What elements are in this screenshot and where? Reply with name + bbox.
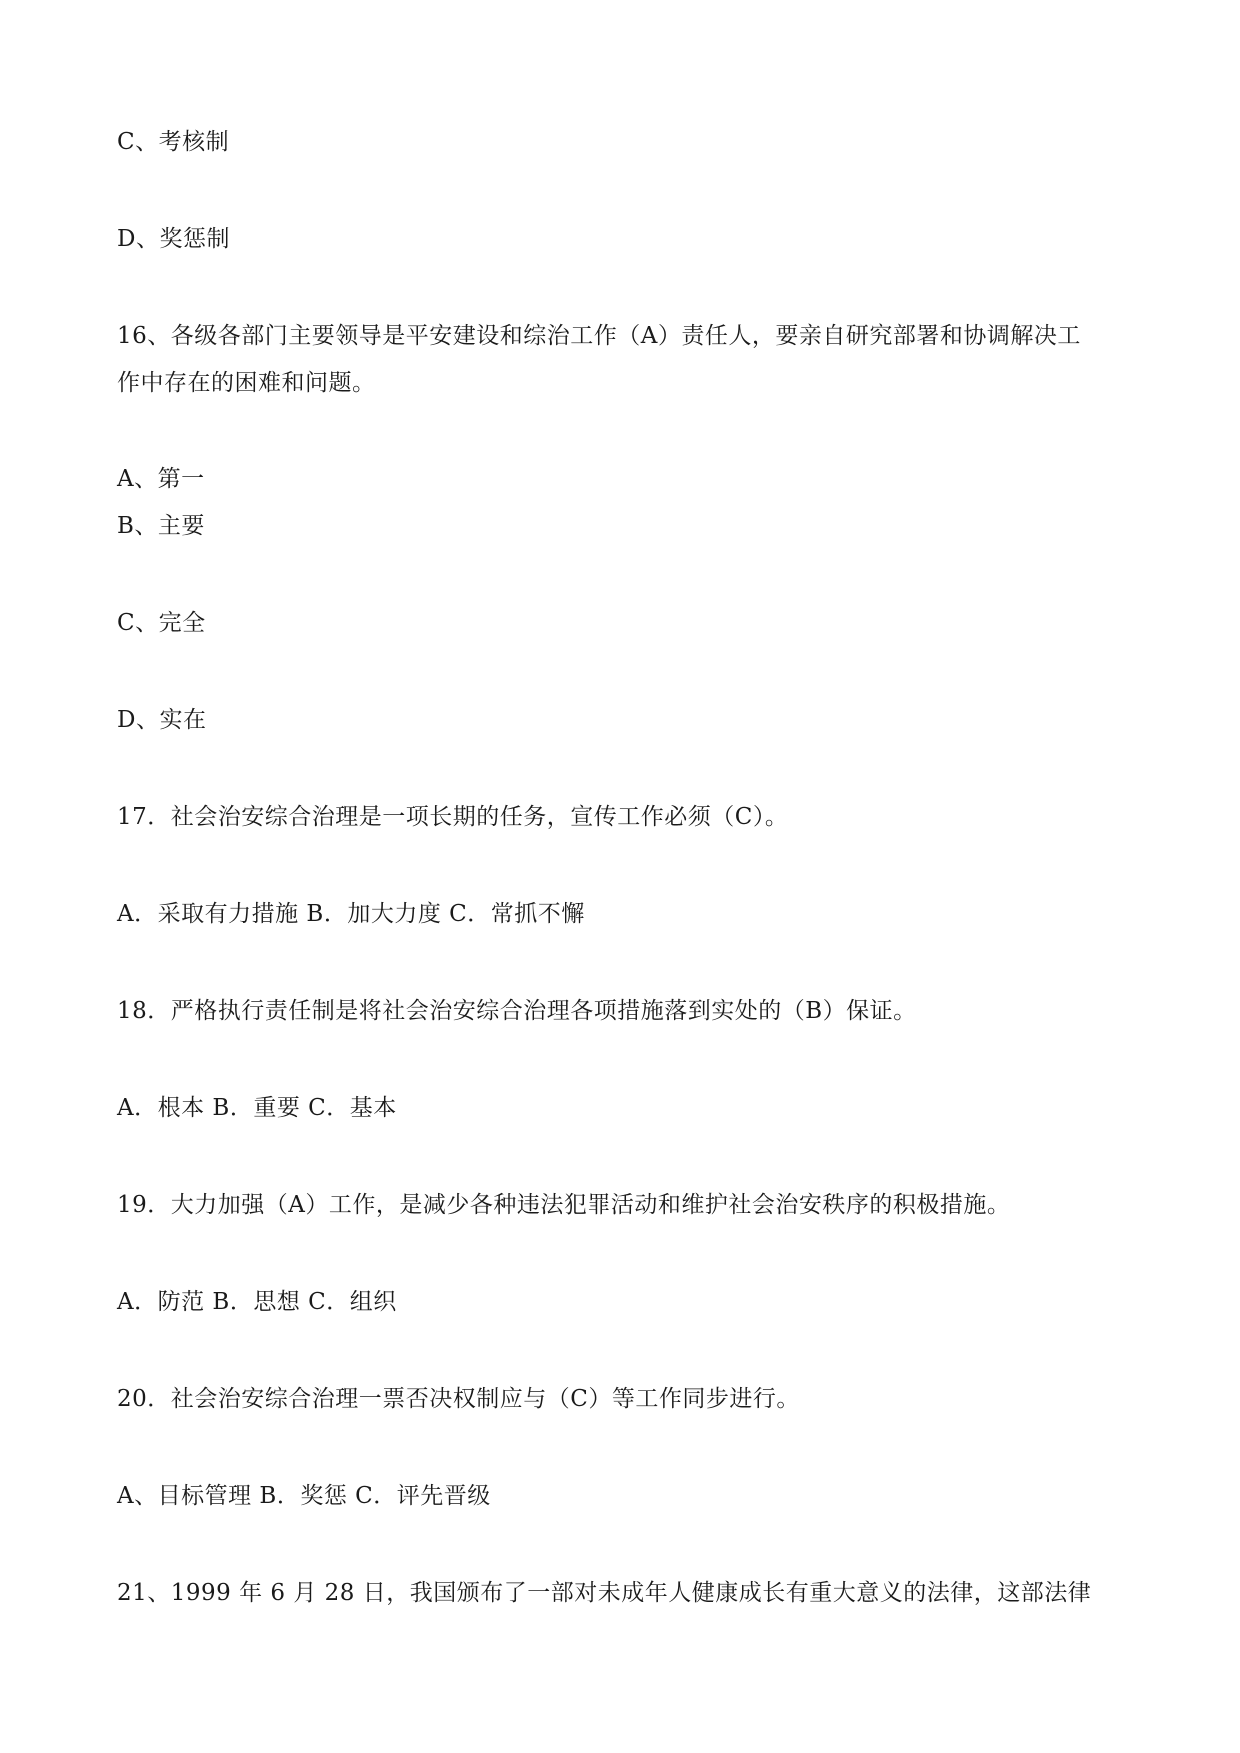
line-q16-stem-2: 作中存在的困难和问题。	[117, 370, 376, 396]
line-q16-option-a: A、第一	[117, 466, 205, 492]
line-q20-stem: 20．社会治安综合治理一票否决权制应与（C）等工作同步进行。	[117, 1386, 800, 1412]
line-q17-options: A．采取有力措施 B．加大力度 C．常抓不懈	[117, 901, 585, 927]
line-q16-option-d: D、实在	[117, 707, 207, 733]
line-q16-option-c: C、完全	[117, 610, 206, 636]
line-q15-option-c: C、考核制	[117, 129, 230, 155]
line-q18-options: A．根本 B．重要 C．基本	[117, 1095, 397, 1121]
line-q16-stem-1: 16、各级各部门主要领导是平安建设和综治工作（A）责任人，要亲自研究部署和协调解决工	[117, 323, 1081, 349]
line-q17-stem: 17．社会治安综合治理是一项长期的任务，宣传工作必须（C）。	[117, 804, 789, 830]
line-q19-stem: 19．大力加强（A）工作，是减少各种违法犯罪活动和维护社会治安秩序的积极措施。	[117, 1192, 1011, 1218]
line-q20-options: A、目标管理 B．奖惩 C．评先晋级	[117, 1483, 491, 1509]
line-q15-option-d: D、奖惩制	[117, 226, 230, 252]
line-q21-stem: 21、1999 年 6 月 28 日，我国颁布了一部对未成年人健康成长有重大意义的法律，这部法律	[117, 1580, 1092, 1606]
line-q18-stem: 18．严格执行责任制是将社会治安综合治理各项措施落到实处的（B）保证。	[117, 998, 917, 1024]
line-q19-options: A．防范 B．思想 C．组织	[117, 1289, 397, 1315]
line-q16-option-b: B、主要	[117, 513, 205, 539]
